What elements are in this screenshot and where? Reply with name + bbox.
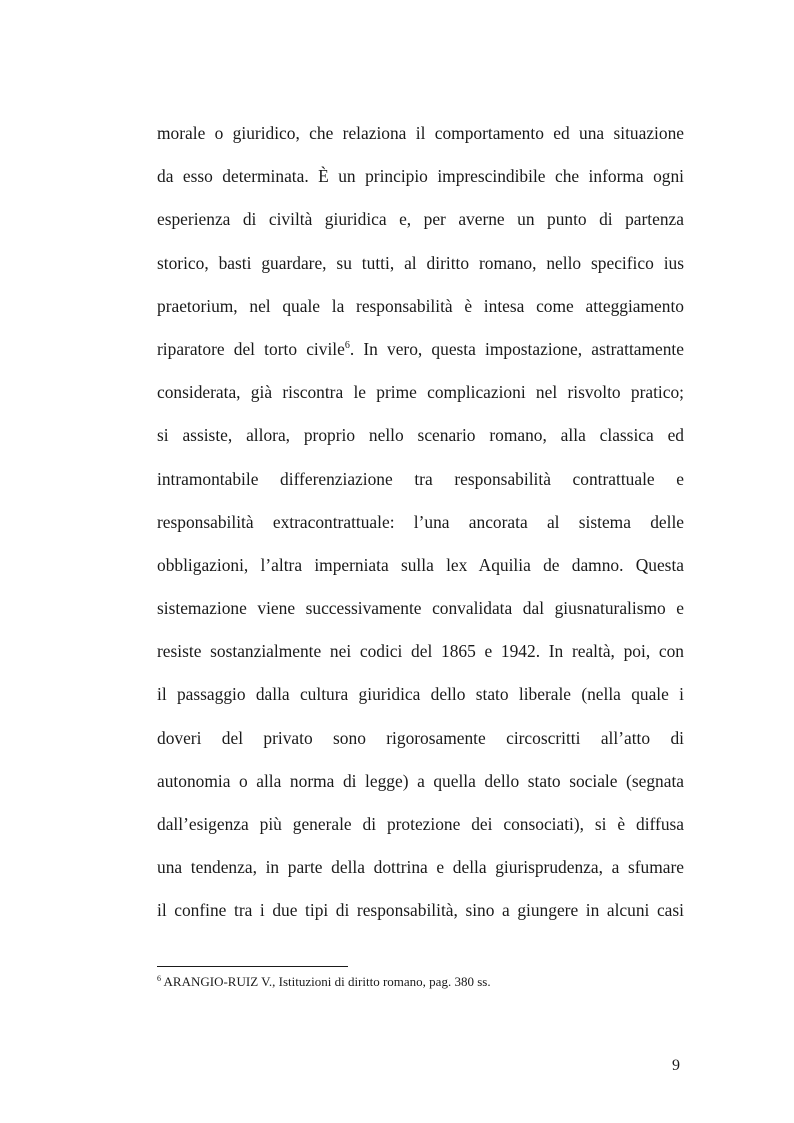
footnote-marker: 6 bbox=[157, 974, 161, 983]
text-line-3: esperienza di civiltà giuridica e, per averne un punto di partenza bbox=[157, 209, 684, 230]
text-line-14: il passaggio dalla cultura giuridica dello stato liberale (nella quale i bbox=[157, 684, 684, 705]
footnote-reference[interactable]: 6 bbox=[344, 339, 350, 351]
footnote-text: ARANGIO-RUIZ V., Istituzioni di diritto romano, pag. 380 ss. bbox=[161, 974, 491, 989]
text-line-6-tail: . In vero, questa impostazione, astrattamente bbox=[349, 338, 684, 359]
word: circoscritti bbox=[506, 727, 581, 748]
page-number: 9 bbox=[672, 1057, 680, 1074]
footnote bbox=[157, 974, 491, 990]
text-line-9: intramontabile differenziazione tra responsabilità contrattuale e bbox=[157, 468, 684, 489]
text-line-6-head: riparatore del torto civile bbox=[157, 338, 345, 359]
text-line-4: storico, basti guardare, su tutti, al diritto romano, nello specifico ius bbox=[157, 252, 684, 273]
text-line-13: resiste sostanzialmente nei codici del 1865 e 1942. In realtà, poi, con bbox=[157, 641, 684, 662]
text-line-8: si assiste, allora, proprio nello scenario romano, alla classica ed bbox=[157, 425, 684, 446]
text-line-5: praetorium, nel quale la responsabilità è intesa come atteggiamento bbox=[157, 295, 684, 316]
body-text bbox=[157, 112, 684, 933]
text-line-6 bbox=[157, 328, 684, 371]
text-line-18: una tendenza, in parte della dottrina e della giurisprudenza, a sfumare bbox=[157, 857, 684, 878]
word: di bbox=[670, 727, 684, 748]
text-line-17: dall’esigenza più generale di protezione dei consociati), si è diffusa bbox=[157, 814, 684, 834]
word: del bbox=[221, 727, 244, 748]
text-line-12: sistemazione viene successivamente convalidata dal giusnaturalismo e bbox=[157, 598, 684, 619]
text-line-16: autonomia o alla norma di legge) a quella dello stato sociale (segnata bbox=[157, 770, 684, 791]
text-line-2: da esso determinata. È un principio imprescindibile che informa ogni bbox=[157, 166, 684, 187]
word: sono bbox=[333, 727, 366, 748]
footnote-divider bbox=[157, 966, 348, 967]
text-line-7: considerata, già riscontra le prime complicazioni nel risvolto pratico; bbox=[157, 382, 684, 403]
word: doveri bbox=[157, 727, 202, 748]
word: all’atto bbox=[600, 727, 651, 748]
text-line-11: obbligazioni, l’altra imperniata sulla lex Aquilia de damno. Questa bbox=[157, 554, 684, 575]
word: privato bbox=[263, 727, 313, 748]
text-line-10: responsabilità extracontrattuale: l’una ancorata al sistema delle bbox=[157, 511, 684, 532]
text-line-1: morale o giuridico, che relaziona il comportamento ed una situazione bbox=[157, 123, 684, 143]
word: rigorosamente bbox=[386, 727, 486, 748]
text-line-15 bbox=[157, 717, 684, 760]
text-line-19: il confine tra i due tipi di responsabilità, sino a giungere in alcuni casi bbox=[157, 900, 684, 921]
